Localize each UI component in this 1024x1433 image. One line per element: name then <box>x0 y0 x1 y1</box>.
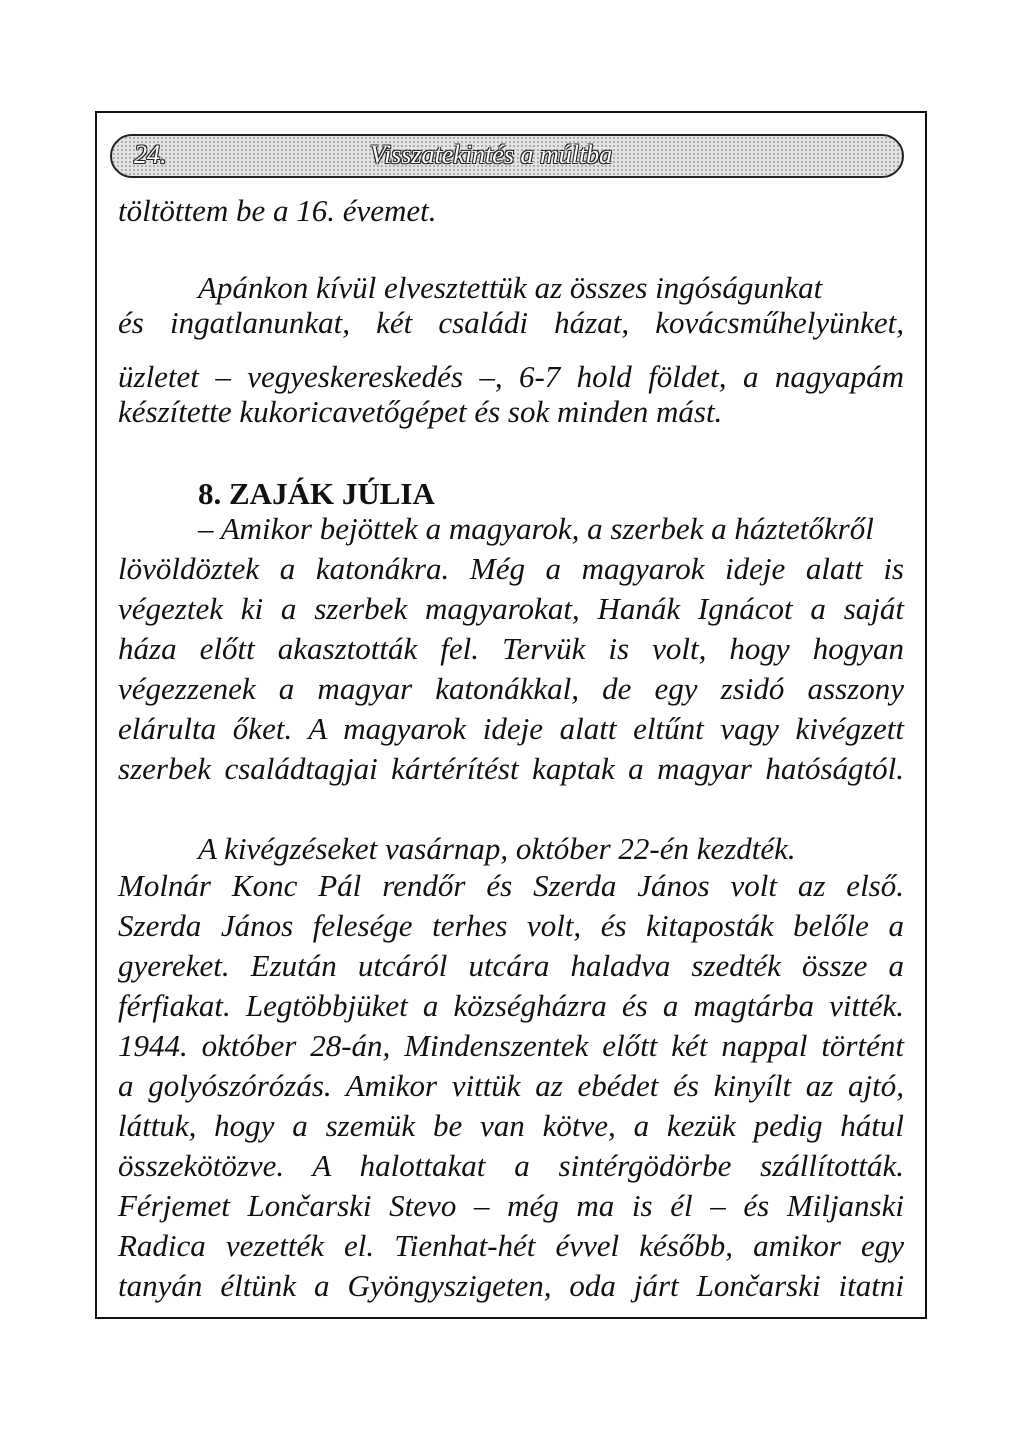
text-line: üzletet – vegyeskereskedés –, 6-7 hold földet, a nagyapám <box>118 359 904 394</box>
text-line: Férjemet Lončarski Stevo – még ma is él – és Miljanski <box>118 1188 904 1223</box>
chapter-number: 24. <box>134 140 167 169</box>
chapter-title: Visszatekintés a múltba <box>370 140 613 169</box>
text-line: háza előtt akasztották fel. Tervük is volt, hogy hogyan <box>118 631 904 666</box>
text-line: Radica vezették el. Tienhat-hét évvel később, amikor egy <box>118 1228 904 1263</box>
text-line: készítette kukoricavetőgépet és sok minden mást. <box>118 394 723 429</box>
text-line: lövöldöztek a katonákra. Még a magyarok ideje alatt is <box>118 551 904 586</box>
text-line: Apánkon kívül elvesztettük az összes ingóságunkat <box>198 270 823 305</box>
text-line: Molnár Konc Pál rendőr és Szerda János volt az első. <box>118 868 904 903</box>
text-line: elárulta őket. A magyarok ideje alatt eltűnt vagy kivégzett <box>118 711 904 746</box>
text-line: – Amikor bejöttek a magyarok, a szerbek a háztetőkről <box>198 511 874 546</box>
chapter-header-banner <box>110 134 904 178</box>
text-line: összekötözve. A halottakat a sintérgödörbe szállították. <box>118 1148 904 1183</box>
text-line: töltöttem be a 16. évemet. <box>118 193 437 228</box>
text-line: a golyószórózás. Amikor vittük az ebédet és kinyílt az ajtó, <box>118 1068 904 1103</box>
text-line: láttuk, hogy a szemük be van kötve, a kezük pedig hátul <box>118 1108 904 1143</box>
text-line: férfiakat. Legtöbbjüket a községházra és a magtárba vitték. <box>118 988 904 1023</box>
text-line: végezzenek a magyar katonákkal, de egy zsidó asszony <box>118 671 904 706</box>
text-line: gyereket. Ezután utcáról utcára haladva szedték össze a <box>118 948 904 983</box>
text-line: A kivégzéseket vasárnap, október 22-én kezdték. <box>198 831 796 866</box>
text-line: végeztek ki a szerbek magyarokat, Hanák Ignácot a saját <box>118 591 904 626</box>
text-line: Szerda János felesége terhes volt, és kitaposták belőle a <box>118 908 904 943</box>
text-line: 1944. október 28-án, Mindenszentek előtt két nappal történt <box>118 1028 904 1063</box>
text-line: tanyán éltünk a Gyöngyszigeten, oda járt Lončarski itatni <box>118 1268 904 1303</box>
section-heading: 8. ZAJÁK JÚLIA <box>198 476 435 511</box>
text-line: szerbek családtagjai kártérítést kaptak a magyar hatóságtól. <box>118 751 904 786</box>
text-line: és ingatlanunkat, két családi házat, kovácsműhelyünket, <box>118 305 904 340</box>
